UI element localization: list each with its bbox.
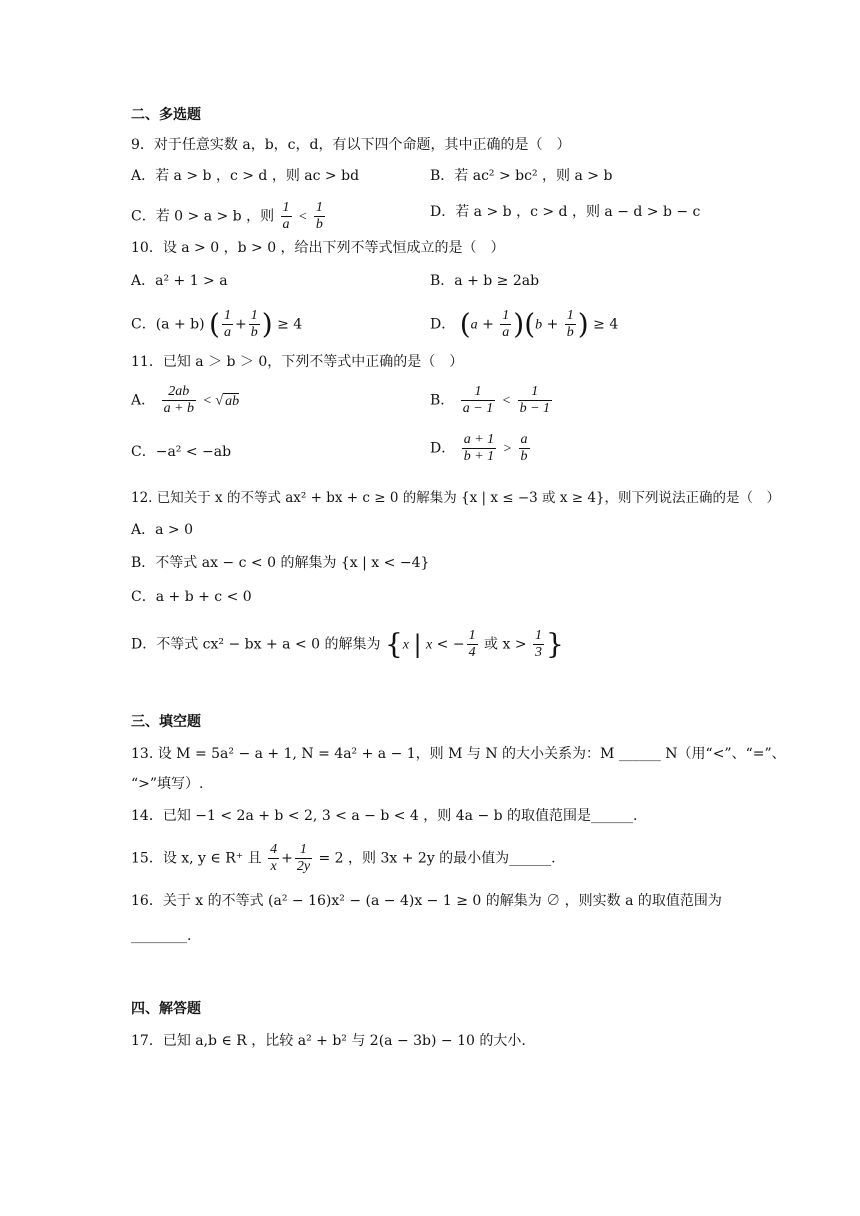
q12-option-c: C．a + b + c < 0 — [131, 589, 252, 605]
section-heading-multiple-choice: 二、多选题 — [131, 107, 201, 123]
section-heading-fill-in: 三、填空题 — [131, 714, 201, 730]
q12-option-d: D．不等式 cx² − bx + a < 0 的解集为 {x | x < − $\frac{1}{4}$ 或 x > $\frac{1}{3}$ } — [131, 627, 564, 661]
q10-option-b: B．a + b ≥ 2ab — [430, 273, 540, 289]
q11-option-a-label: A． — [131, 392, 156, 409]
q10-option-d-label: D． — [430, 316, 456, 333]
q12-option-a: A．a > 0 — [131, 522, 193, 538]
question-16-line-1: 16．关于 x 的不等式 (a² − 16)x² − (a − 4)x − 1 ≥ 0 的解集为 ∅ ，则实数 a 的取值范围为 — [131, 893, 722, 909]
q11-option-a: A． $\frac{2ab}{a + b}$ < √ ab — [131, 384, 240, 416]
question-10-stem: 10．设 a > 0 ，b > 0 ，给出下列不等式恒成立的是（ ） — [131, 240, 505, 256]
question-12-stem: 12. 已知关于 x 的不等式 ax² + bx + c ≥ 0 的解集为 {x | x ≤ −3 或 x ≥ 4}，则下列说法正确的是（ ） — [131, 490, 781, 506]
fraction: $\frac{1}{b}$ — [315, 200, 323, 232]
q10-option-a: A．a² + 1 > a — [131, 273, 228, 289]
q11-option-b-label: B． — [430, 392, 455, 409]
question-17: 17．已知 a,b ∈ R ，比较 a² + b² 与 2(a − 3b) − 10 的大小. — [131, 1033, 526, 1049]
question-11-stem: 11．已知 a ＞ b ＞ 0，下列不等式中正确的是（ ） — [131, 354, 464, 370]
question-15: 15．设 x, y ∈ R⁺ 且 $\frac{4}{x}$ + $\frac{1}{2y}$ = 2 ，则 3x + 2y 的最小值为______. — [131, 842, 556, 874]
question-15-rhs: = 2 ，则 3x + 2y 的最小值为______. — [318, 850, 556, 867]
q9-option-b: B．若 ac² > bc² ，则 a > b — [430, 168, 613, 184]
q10-option-c: C．(a + b) ( $\frac{1}{a}$ + $\frac{1}{b}$ ) ≥ 4 — [131, 307, 303, 341]
question-16-line-2: ________. — [131, 928, 192, 944]
question-13-line-2: “>”填写）. — [131, 776, 204, 792]
q9-option-c: C．若 0 > a > b ，则 $\frac{1}{a}$ < $\frac{1}{b}$ — [131, 200, 323, 232]
q11-option-d: D． $\frac{a + 1}{b + 1}$ > $\frac{a}{b}$ — [430, 432, 528, 464]
q10-option-d: D． (a + $\frac{1}{a}$ )(b + $\frac{1}{b}$ ) ≥ 4 — [430, 307, 619, 341]
section-heading-answer: 四、解答题 — [131, 1001, 201, 1017]
question-13-line-1: 13. 设 M = 5a² − a + 1, N = 4a² + a − 1，则 M 与 N 的大小关系为：M ______ N（用“<”、“=”、 — [131, 746, 786, 762]
question-15-text: 15．设 x, y ∈ R⁺ 且 — [131, 850, 262, 867]
q9-option-d: D．若 a > b ，c > d ，则 a − d > b − c — [430, 204, 701, 220]
q10-option-c-rhs: ≥ 4 — [277, 316, 303, 333]
q9-option-c-text: C．若 0 > a > b ，则 — [131, 208, 275, 225]
q10-option-c-text: C．(a + b) — [131, 316, 205, 333]
q12-option-b: B．不等式 ax − c < 0 的解集为 {x | x < −4} — [131, 555, 430, 571]
q11-option-b: B． $\frac{1}{a - 1}$ < $\frac{1}{b - 1}$ — [430, 384, 551, 416]
q12-option-d-mid: 或 x > — [484, 636, 527, 653]
q11-option-d-label: D． — [430, 440, 456, 457]
q10-option-d-rhs: ≥ 4 — [593, 316, 619, 333]
fraction: $\frac{1}{a}$ — [282, 200, 290, 232]
q11-option-c: C．−a² < −ab — [131, 444, 232, 460]
question-14: 14．已知 −1 < 2a + b < 2, 3 < a − b < 4 ，则 4a − b 的取值范围是______. — [131, 808, 638, 824]
q12-option-d-text: D．不等式 cx² − bx + a < 0 的解集为 — [131, 636, 381, 653]
question-9-stem: 9．对于任意实数 a，b，c，d，有以下四个命题，其中正确的是（ ） — [131, 137, 571, 153]
q9-option-a: A．若 a > b ，c > d ，则 ac > bd — [131, 168, 360, 184]
